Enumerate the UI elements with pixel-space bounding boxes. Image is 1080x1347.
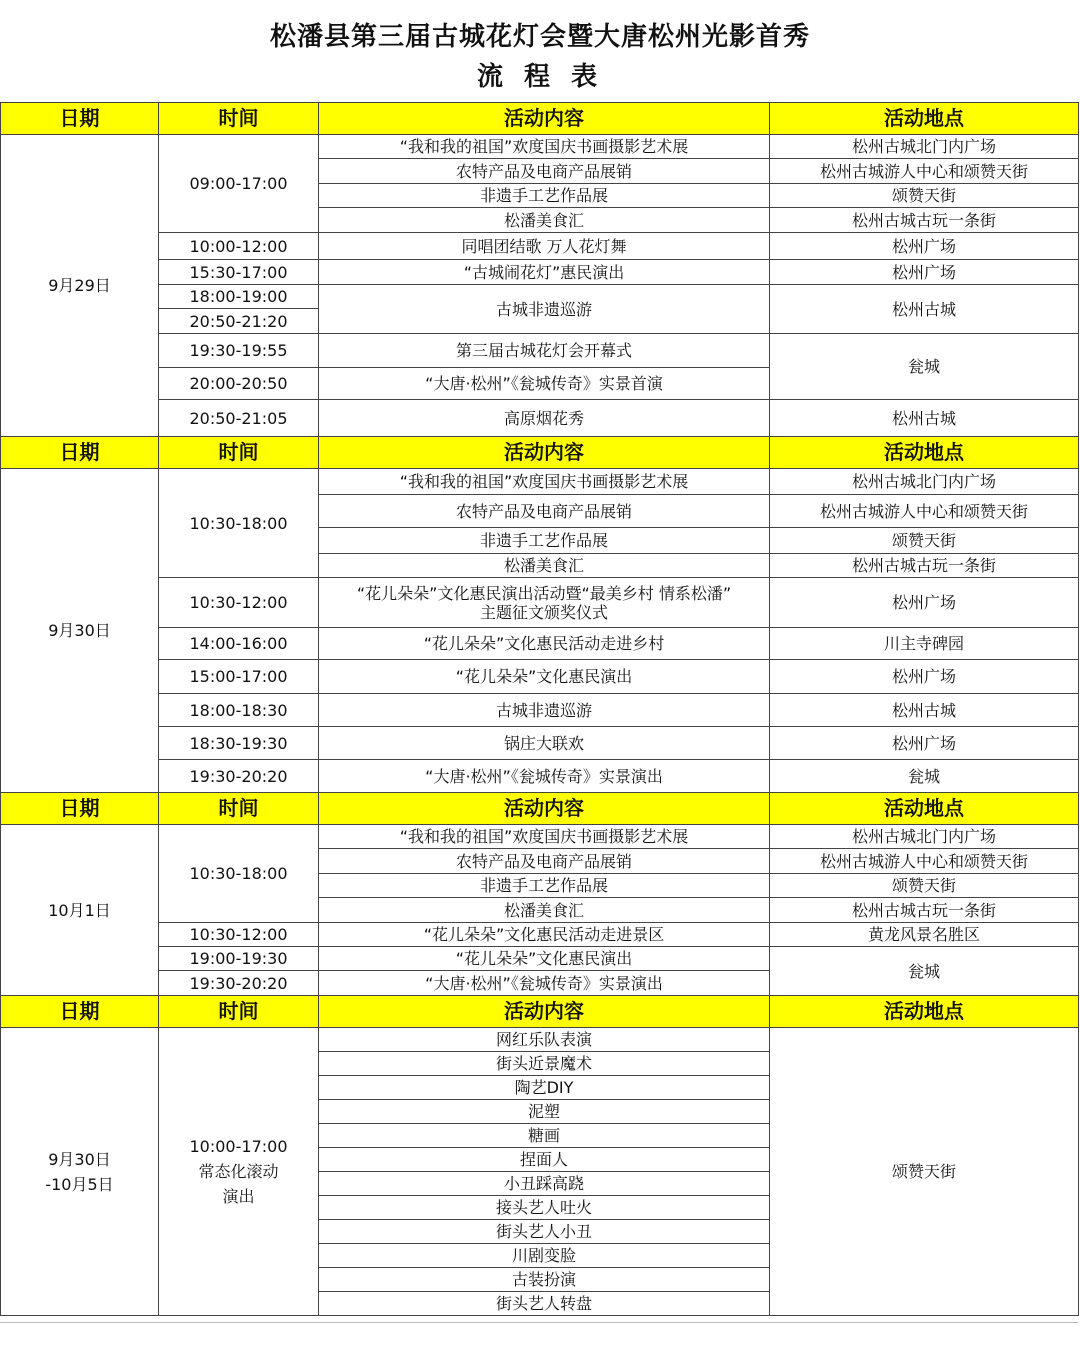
time-cell: 19:30-19:55 [159,334,319,368]
venue-cell: 松州古城 [770,400,1079,437]
header-content: 活动内容 [319,103,770,135]
schedule-table [0,102,1079,1316]
time-line: 常态化滚动 [198,1162,279,1181]
time-cell: 18:00-18:30 [159,694,319,727]
header-row [1,996,1079,1028]
venue-cell: 颂赞天街 [770,1028,1079,1316]
venue-cell: 松州古城北门内广场 [770,469,1079,495]
content-cell: 高原烟花秀 [319,400,770,437]
table-row [1,760,1079,793]
venue-cell: 松州古城游人中心和颂赞天街 [770,849,1079,874]
header-time: 时间 [159,996,319,1028]
table-row [1,285,1079,309]
content-cell: 第三届古城花灯会开幕式 [319,334,770,368]
content-cell: “我和我的祖国”欢度国庆书画摄影艺术展 [319,825,770,849]
time-cell: 10:30-18:00 [159,825,319,923]
venue-cell: 松州古城北门内广场 [770,135,1079,159]
venue-cell: 松州古城北门内广场 [770,825,1079,849]
time-cell: 10:30-18:00 [159,469,319,578]
content-cell: “我和我的祖国”欢度国庆书画摄影艺术展 [319,135,770,159]
table-row [1,825,1079,849]
header-row [1,437,1079,469]
content-cell: 农特产品及电商产品展销 [319,849,770,874]
content-cell: “花儿朵朵”文化惠民活动走进景区 [319,923,770,947]
content-cell: 松潘美食汇 [319,898,770,923]
time-cell: 19:30-20:20 [159,760,319,793]
content-cell: 松潘美食汇 [319,554,770,578]
content-cell: 捏面人 [319,1148,770,1172]
time-cell: 19:00-19:30 [159,947,319,971]
venue-cell: 松州古城古玩一条街 [770,554,1079,578]
table-row [1,260,1079,285]
header-venue: 活动地点 [770,793,1079,825]
header-venue: 活动地点 [770,103,1079,135]
date-line: -10月5日 [45,1174,114,1194]
header-date: 日期 [1,437,159,469]
content-line: 主题征文颁奖仪式 [479,602,608,622]
content-cell: “大唐·松州”《瓮城传奇》实景首演 [319,368,770,400]
header-time: 时间 [159,793,319,825]
content-cell: 网红乐队表演 [319,1028,770,1052]
table-row [1,660,1079,694]
table-row [1,233,1079,260]
header-row [1,103,1079,135]
venue-cell: 颂赞天街 [770,528,1079,554]
content-cell: 小丑踩高跷 [319,1172,770,1196]
time-cell: 10:30-12:00 [159,923,319,947]
time-cell: 10:30-12:00 [159,578,319,628]
content-cell: 街头艺人转盘 [319,1292,770,1316]
time-line: 10:00-17:00 [189,1137,288,1156]
table-row [1,694,1079,727]
venue-cell: 松州古城古玩一条街 [770,898,1079,923]
content-cell: “古城闹花灯”惠民演出 [319,260,770,285]
content-cell: “我和我的祖国”欢度国庆书画摄影艺术展 [319,469,770,495]
venue-cell: 黄龙风景名胜区 [770,923,1079,947]
content-cell: “花儿朵朵”文化惠民活动走进乡村 [319,628,770,660]
venue-cell: 松州古城古玩一条街 [770,208,1079,233]
content-cell: 非遗手工艺作品展 [319,528,770,554]
content-cell: 陶艺DIY [319,1076,770,1100]
table-row [1,727,1079,760]
header-time: 时间 [159,103,319,135]
header-venue: 活动地点 [770,996,1079,1028]
time-cell: 10:00-12:00 [159,233,319,260]
header-content: 活动内容 [319,793,770,825]
table-row [1,947,1079,971]
venue-cell: 松州古城游人中心和颂赞天街 [770,159,1079,184]
time-cell: 09:00-17:00 [159,135,319,233]
header-time: 时间 [159,437,319,469]
venue-cell: 瓮城 [770,334,1079,400]
page-subtitle: 流 程 表 [476,62,604,92]
content-cell: “大唐·松州”《瓮城传奇》实景演出 [319,760,770,793]
venue-cell: 松州广场 [770,578,1079,628]
header-date: 日期 [1,103,159,135]
table-row [1,334,1079,368]
date-cell: 9月30日 [1,469,159,793]
content-cell: 接头艺人吐火 [319,1196,770,1220]
time-line: 演出 [222,1187,255,1206]
content-cell: “花儿朵朵”文化惠民演出 [319,947,770,971]
content-cell: 古装扮演 [319,1268,770,1292]
venue-cell: 松州广场 [770,260,1079,285]
content-line: “花儿朵朵”文化惠民演出活动暨“最美乡村 情系松潘” [356,583,732,603]
table-row [1,135,1079,159]
content-cell: 农特产品及电商产品展销 [319,159,770,184]
venue-cell: 松州广场 [770,660,1079,694]
content-cell: 同唱团结歌 万人花灯舞 [319,233,770,260]
content-cell [319,578,770,628]
venue-cell: 瓮城 [770,947,1079,996]
header-venue: 活动地点 [770,437,1079,469]
content-cell: 川剧变脸 [319,1244,770,1268]
date-cell [1,1028,159,1316]
content-cell: 街头近景魔术 [319,1052,770,1076]
date-cell: 9月29日 [1,135,159,437]
date-line: 9月30日 [48,1149,111,1169]
venue-cell: 颂赞天街 [770,874,1079,898]
table-row [1,628,1079,660]
header-date: 日期 [1,793,159,825]
header-row [1,793,1079,825]
header-date: 日期 [1,996,159,1028]
content-cell: 非遗手工艺作品展 [319,184,770,208]
content-cell: 古城非遗巡游 [319,285,770,334]
table-row [1,1028,1079,1052]
time-cell: 20:50-21:20 [159,309,319,334]
venue-cell: 松州古城游人中心和颂赞天街 [770,495,1079,528]
content-cell: “大唐·松州”《瓮城传奇》实景演出 [319,971,770,996]
table-row [1,469,1079,495]
time-cell [159,1028,319,1316]
date-cell: 10月1日 [1,825,159,996]
content-cell: 古城非遗巡游 [319,694,770,727]
time-cell: 19:30-20:20 [159,971,319,996]
content-cell: 锅庄大联欢 [319,727,770,760]
venue-cell: 松州古城 [770,285,1079,334]
content-cell: 松潘美食汇 [319,208,770,233]
time-cell: 20:50-21:05 [159,400,319,437]
time-cell: 15:30-17:00 [159,260,319,285]
content-cell: 泥塑 [319,1100,770,1124]
content-cell: 街头艺人小丑 [319,1220,770,1244]
venue-cell: 瓮城 [770,760,1079,793]
venue-cell: 川主寺碑园 [770,628,1079,660]
time-cell: 18:00-19:00 [159,285,319,309]
table-row [1,400,1079,437]
header-content: 活动内容 [319,437,770,469]
table-row [1,923,1079,947]
time-cell: 20:00-20:50 [159,368,319,400]
time-cell: 18:30-19:30 [159,727,319,760]
time-cell: 14:00-16:00 [159,628,319,660]
content-cell: 糖画 [319,1124,770,1148]
page-title: 松潘县第三届古城花灯会暨大唐松州光影首秀 [269,22,810,52]
table-row [1,578,1079,628]
content-cell: “花儿朵朵”文化惠民演出 [319,660,770,694]
venue-cell: 松州广场 [770,727,1079,760]
bottom-divider [0,1322,1078,1323]
venue-cell: 颂赞天街 [770,184,1079,208]
time-cell: 15:00-17:00 [159,660,319,694]
venue-cell: 松州古城 [770,694,1079,727]
header-content: 活动内容 [319,996,770,1028]
content-cell: 非遗手工艺作品展 [319,874,770,898]
venue-cell: 松州广场 [770,233,1079,260]
content-cell: 农特产品及电商产品展销 [319,495,770,528]
